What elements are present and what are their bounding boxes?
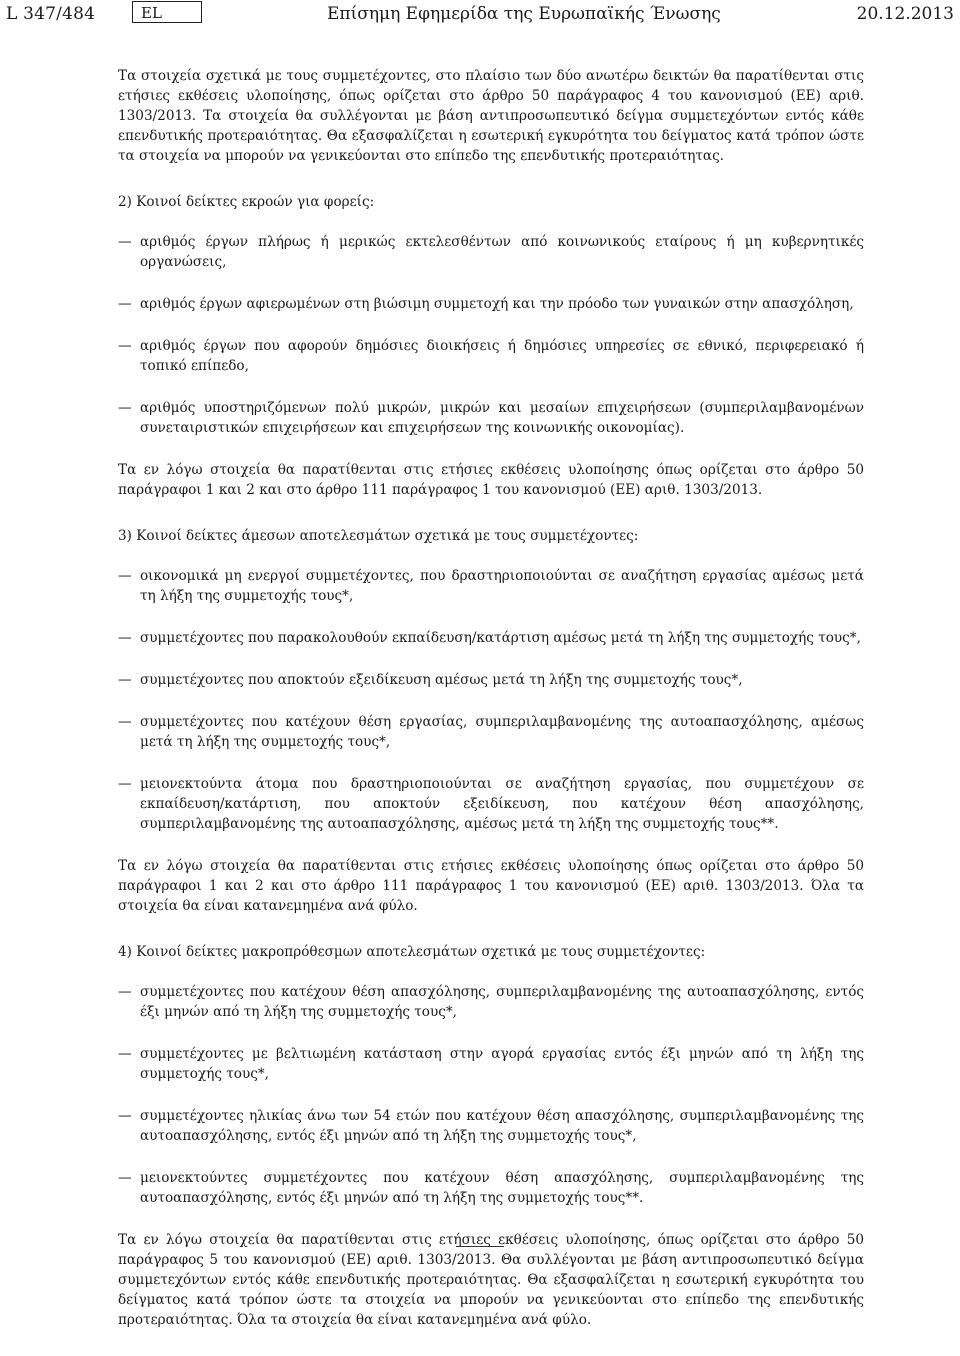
list-item: — συμμετέχοντες που κατέχουν θέση απασχόλησης, συμπεριλαμβανομένης της αυτοαπασχόλησης, εντός έξι μηνών από τη λήξη της συμμετοχής τους*, bbox=[118, 982, 864, 1022]
section-closing: Τα εν λόγω στοιχεία θα παρατίθενται στις ετήσιες εκθέσεις υλοποίησης όπως ορίζεται στο άρθρο 50 παράγραφοι 1 και 2 και στο άρθρο 111 παράγραφος 1 του κανονισμού (ΕΕ) αριθ. 1303/2013. Όλα τα στοιχεία θα είναι κατανεμημένα ανά φύλο. bbox=[118, 858, 864, 914]
page-reference: L 347/484 bbox=[6, 4, 96, 24]
list-item: — συμμετέχοντες με βελτιωμένη κατάσταση στην αγορά εργασίας εντός έξι μηνών από τη λήξη της συμμετοχής τους*, bbox=[118, 1044, 864, 1084]
list-item: — αριθμός υποστηριζόμενων πολύ μικρών, μικρών και μεσαίων επιχειρήσεων (συμπεριλαμβανομένων συνεταιριστικών επιχειρήσεων και επιχειρήσεων της κοινωνικής οικονομίας). bbox=[118, 398, 864, 438]
intro-paragraph: Τα στοιχεία σχετικά με τους συμμετέχοντες, στο πλαίσιο των δύο ανωτέρω δεικτών θα παρατίθενται στις ετήσιες εκθέσεις υλοποίησης, όπως ορίζεται στο άρθρο 50 παράγραφος 4 του κανονισμού (ΕΕ) αριθ. 1303/2013. Τα στοιχεία θα συλλέγονται με βάση αντιπροσωπευτικό δείγμα συμμετεχόντων εντός κάθε επενδυτικής προτεραιότητας. Θα εξασφαλίζεται η εσωτερική εγκυρότητα του δείγματος κατά τρόπον ώστε τα στοιχεία να μπορούν να γενικεύονται στο επίπεδο της επενδυτικής προτεραιότητας. bbox=[118, 68, 864, 164]
section-longer-term-results bbox=[118, 942, 864, 1330]
journal-title: Επίσημη Εφημερίδα της Ευρωπαϊκής Ένωσης bbox=[327, 4, 721, 24]
section-closing: Τα εν λόγω στοιχεία θα παρατίθενται στις ετήσιες εκθέσεις υλοποίησης όπως ορίζεται στο άρθρο 50 παράγραφοι 1 και 2 και στο άρθρο 111 παράγραφος 1 του κανονισμού (ΕΕ) αριθ. 1303/2013. bbox=[118, 462, 864, 498]
section-output-indicators bbox=[118, 192, 864, 500]
publication-date: 20.12.2013 bbox=[856, 4, 954, 24]
list-item: — μειονεκτούντα άτομα που δραστηριοποιούνται σε αναζήτηση εργασίας, που συμμετέχουν σε εκπαίδευση/κατάρτιση, που αποκτούν εξειδίκευση, που κατέχουν θέση απασχόλησης, συμπεριλαμβανομένης της αυτοαπασχόλησης, αμέσως μετά τη λήξη της συμμετοχής τους**. bbox=[118, 774, 864, 834]
section-heading: 4) Κοινοί δείκτες μακροπρόθεσμων αποτελεσμάτων σχετικά με τους συμμετέχοντες: bbox=[118, 944, 706, 960]
section-closing: Τα εν λόγω στοιχεία θα παρατίθενται στις ετήσιες εκθέσεις υλοποίησης, όπως ορίζεται στο άρθρο 50 παράγραφος 5 του κανονισμού (ΕΕ) αριθ. 1303/2013. Θα συλλέγονται με βάση αντιπροσωπευτικό δείγμα συμμετεχόντων εντός κάθε επενδυτικής προτεραιότητας. Θα εξασφαλίζεται η εσωτερική εγκυρότητα του δείγματος κατά τρόπον ώστε τα στοιχεία να μπορούν να γενικεύονται στο επίπεδο της επενδυτικής προτεραιότητας. Όλα τα στοιχεία θα είναι κατανεμημένα ανά φύλο. bbox=[118, 1232, 864, 1328]
list-item: — οικονομικά μη ενεργοί συμμετέχοντες, που δραστηριοποιούνται σε αναζήτηση εργασίας αμέσως μετά τη λήξη της συμμετοχής τους*, bbox=[118, 566, 864, 606]
list-item: — συμμετέχοντες που παρακολουθούν εκπαίδευση/κατάρτιση αμέσως μετά τη λήξη της συμμετοχής τους*, bbox=[118, 628, 864, 648]
list-item: — συμμετέχοντες που αποκτούν εξειδίκευση αμέσως μετά τη λήξη της συμμετοχής τους*, bbox=[118, 670, 864, 690]
page-header bbox=[0, 0, 960, 30]
list-item: — μειονεκτούντες συμμετέχοντες που κατέχουν θέση απασχόλησης, συμπεριλαμβανομένης της αυτοαπασχόλησης, εντός έξι μηνών από τη λήξη της συμμετοχής τους**. bbox=[118, 1168, 864, 1208]
section-heading: 3) Κοινοί δείκτες άμεσων αποτελεσμάτων σχετικά με τους συμμετέχοντες: bbox=[118, 528, 639, 544]
section-heading: 2) Κοινοί δείκτες εκροών για φορείς: bbox=[118, 194, 375, 210]
list-item: — συμμετέχοντες που κατέχουν θέση εργασίας, συμπεριλαμβανομένης της αυτοαπασχόλησης, αμέσως μετά τη λήξη της συμμετοχής τους*, bbox=[118, 712, 864, 752]
language-box: EL bbox=[132, 1, 202, 23]
footnote-separator bbox=[456, 1246, 504, 1247]
list-item: — αριθμός έργων που αφορούν δημόσιες διοικήσεις ή δημόσιες υπηρεσίες σε εθνικό, περιφερειακό ή τοπικό επίπεδο, bbox=[118, 336, 864, 376]
document-body bbox=[118, 66, 864, 1356]
list-item: — συμμετέχοντες ηλικίας άνω των 54 ετών που κατέχουν θέση απασχόλησης, συμπεριλαμβανομένης της αυτοαπασχόλησης, εντός έξι μηνών από τη λήξη της συμμετοχής τους*, bbox=[118, 1106, 864, 1146]
list-item: — αριθμός έργων αφιερωμένων στη βιώσιμη συμμετοχή και την πρόοδο των γυναικών στην απασχόληση, bbox=[118, 294, 864, 314]
section-immediate-results bbox=[118, 526, 864, 916]
list-item: — αριθμός έργων πλήρως ή μερικώς εκτελεσθέντων από κοινωνικούς εταίρους ή μη κυβερνητικές οργανώσεις, bbox=[118, 232, 864, 272]
